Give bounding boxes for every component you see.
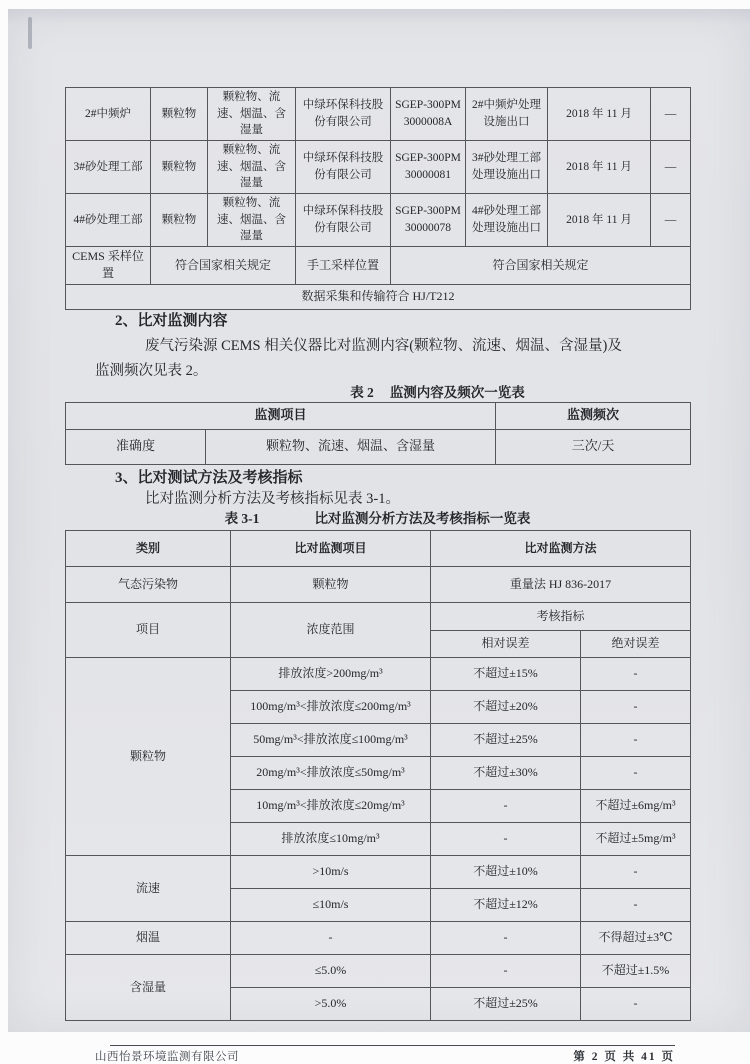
cell-relative-error: 不超过±25% (431, 723, 581, 756)
cell-manual-sampling-label: 手工采样位置 (296, 247, 391, 285)
cell-date: 2018 年 11 月 (548, 88, 651, 141)
cell-parameters: 颗粒物、流速、烟温、含湿量 (206, 429, 496, 464)
cell-relative-error: 不超过±25% (431, 987, 581, 1020)
monitoring-frequency-table (65, 402, 691, 465)
cell-vendor: 中绿环保科技股份有限公司 (296, 88, 391, 141)
cell-pollutant: 颗粒物 (151, 88, 208, 141)
sampling-position-row (66, 247, 691, 285)
header-assessment-indicator: 考核指标 (431, 602, 691, 630)
cell-relative-error: 不超过±20% (431, 690, 581, 723)
cell-remark: — (651, 88, 691, 141)
section2-paragraph-line2: 监测频次见表 2。 (95, 362, 208, 379)
table-row (66, 141, 691, 194)
section3-paragraph-line1: 比对监测分析方法及考核指标见表 3-1。 (145, 490, 400, 507)
section3-heading: 3、比对测试方法及考核指标 (115, 469, 303, 486)
cell-pm-group: 颗粒物 (66, 657, 231, 855)
humidity-row (66, 954, 691, 987)
cell-absolute-error: - (581, 657, 691, 690)
cell-absolute-error: 不超过±6mg/m³ (581, 789, 691, 822)
table2-label: 表 2 (350, 384, 374, 400)
cell-date: 2018 年 11 月 (548, 194, 651, 247)
page-content (65, 9, 690, 1064)
table31-header-row (66, 530, 691, 566)
cell-range: 排放浓度>200mg/m³ (231, 657, 431, 690)
serial-number: 30000081 (405, 169, 451, 182)
cell-absolute-error: - (581, 855, 691, 888)
table31-caption (65, 510, 690, 528)
serial-number: 3000008A (403, 116, 453, 128)
header-concentration-range: 浓度范围 (231, 602, 431, 657)
paper-sheet (8, 9, 750, 1063)
cell-flow-group: 流速 (66, 855, 231, 921)
section2-heading: 2、比对监测内容 (115, 312, 228, 329)
cell-relative-error: - (431, 822, 581, 855)
cell-range: - (231, 921, 431, 954)
scan-artifact (28, 17, 32, 49)
header-category: 类别 (66, 530, 231, 566)
cell-absolute-error: - (581, 987, 691, 1020)
cems-equipment-table (65, 87, 691, 310)
top-margin (65, 9, 690, 87)
table-row (66, 194, 691, 247)
pm-row (66, 657, 691, 690)
cell-absolute-error: - (581, 888, 691, 921)
table31-title: 比对监测分析方法及考核指标一览表 (314, 510, 531, 526)
table2-caption (185, 384, 690, 402)
cell-range: >10m/s (231, 855, 431, 888)
footer-page-number: 第 2 页 共 41 页 (573, 1050, 675, 1063)
header-relative-error: 相对误差 (431, 630, 581, 657)
cell-pollutant: 颗粒物 (151, 194, 208, 247)
header-absolute-error: 绝对误差 (581, 630, 691, 657)
cell-absolute-error: - (581, 690, 691, 723)
cell-pollutant: 颗粒物 (151, 141, 208, 194)
cell-outlet-name: 4#砂处理工部 (66, 194, 151, 247)
cell-range: 排放浓度≤10mg/m³ (231, 822, 431, 855)
table2-data-row (66, 429, 691, 464)
temperature-row (66, 921, 691, 954)
cell-temp-group: 烟温 (66, 921, 231, 954)
cell-category: 气态污染物 (66, 566, 231, 602)
assessment-indicator-table (65, 530, 691, 1021)
cell-cems-sampling-label: CEMS 采样位置 (66, 247, 151, 285)
cell-install-position: 4#砂处理工部处理设施出口 (466, 194, 548, 247)
cell-parameters: 颗粒物、流速、烟温、含湿量 (208, 141, 296, 194)
table2-header-row (66, 402, 691, 429)
cell-absolute-error: - (581, 756, 691, 789)
table31-label: 表 3-1 (224, 510, 260, 526)
cell-relative-error: - (431, 789, 581, 822)
cell-range: ≤10m/s (231, 888, 431, 921)
cell-relative-error: 不超过±15% (431, 657, 581, 690)
cell-item: 颗粒物 (231, 566, 431, 602)
header-monitoring-frequency: 监测频次 (496, 402, 691, 429)
cell-date: 2018 年 11 月 (548, 141, 651, 194)
cell-outlet-name: 2#中频炉 (66, 88, 151, 141)
cell-accuracy: 准确度 (66, 429, 206, 464)
cell-range: 100mg/m³<排放浓度≤200mg/m³ (231, 690, 431, 723)
model-number: SGEP-300PM (395, 99, 461, 112)
cell-absolute-error: - (581, 723, 691, 756)
cell-install-position: 2#中频炉处理设施出口 (466, 88, 548, 141)
cell-model-serial (391, 141, 466, 194)
header-comparison-method: 比对监测方法 (431, 530, 691, 566)
cell-model-serial (391, 88, 466, 141)
cell-humidity-group: 含湿量 (66, 954, 231, 1020)
cell-data-transmission-note: 数据采集和传输符合 HJ/T212 (66, 284, 691, 309)
cell-relative-error: 不超过±12% (431, 888, 581, 921)
header-monitoring-item: 监测项目 (66, 402, 496, 429)
cell-parameters: 颗粒物、流速、烟温、含湿量 (208, 194, 296, 247)
cell-range: 20mg/m³<排放浓度≤50mg/m³ (231, 756, 431, 789)
cell-model-serial (391, 194, 466, 247)
cell-vendor: 中绿环保科技股份有限公司 (296, 194, 391, 247)
section2-paragraph-line1: 废气污染源 CEMS 相关仪器比对监测内容(颗粒物、流速、烟温、含湿量)及 (145, 337, 622, 354)
cell-method: 重量法 HJ 836-2017 (431, 566, 691, 602)
gas-pollutant-row (66, 566, 691, 602)
cell-frequency: 三次/天 (496, 429, 691, 464)
cell-absolute-error: 不超过±1.5% (581, 954, 691, 987)
cell-remark: — (651, 141, 691, 194)
cell-remark: — (651, 194, 691, 247)
cell-install-position: 3#砂处理工部处理设施出口 (466, 141, 548, 194)
cell-relative-error: - (431, 954, 581, 987)
model-number: SGEP-300PM (395, 152, 461, 165)
cell-vendor: 中绿环保科技股份有限公司 (296, 141, 391, 194)
cell-relative-error: 不超过±30% (431, 756, 581, 789)
footer-row (95, 1046, 675, 1064)
table-row (66, 88, 691, 141)
cell-absolute-error: 不得超过±3℃ (581, 921, 691, 954)
model-number: SGEP-300PM (395, 205, 461, 218)
cell-absolute-error: 不超过±5mg/m³ (581, 822, 691, 855)
cell-range: >5.0% (231, 987, 431, 1020)
data-transmission-row (66, 284, 691, 309)
footer-company-name: 山西怡景环境监测有限公司 (95, 1050, 239, 1063)
cell-cems-sampling-value: 符合国家相关规定 (151, 247, 296, 285)
cell-manual-sampling-value: 符合国家相关规定 (391, 247, 691, 285)
serial-number: 30000078 (405, 222, 451, 235)
cell-range: ≤5.0% (231, 954, 431, 987)
cell-relative-error: - (431, 921, 581, 954)
cell-parameters: 颗粒物、流速、烟温、含湿量 (208, 88, 296, 141)
table2-title: 监测内容及频次一览表 (389, 384, 525, 400)
indicator-header-row (66, 602, 691, 630)
cell-range: 50mg/m³<排放浓度≤100mg/m³ (231, 723, 431, 756)
header-project: 项目 (66, 602, 231, 657)
header-comparison-item: 比对监测项目 (231, 530, 431, 566)
cell-range: 10mg/m³<排放浓度≤20mg/m³ (231, 789, 431, 822)
flow-row (66, 855, 691, 888)
cell-relative-error: 不超过±10% (431, 855, 581, 888)
cell-outlet-name: 3#砂处理工部 (66, 141, 151, 194)
